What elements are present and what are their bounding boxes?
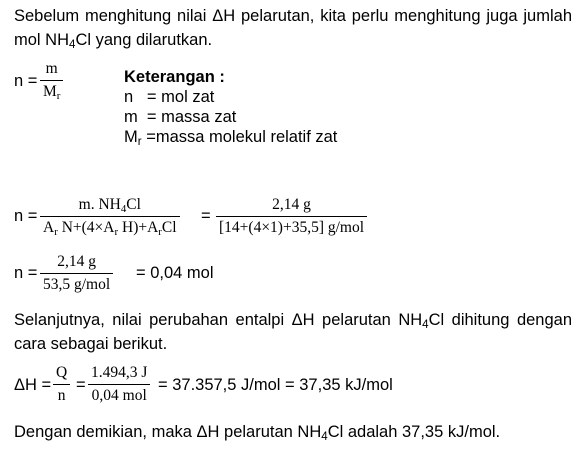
formula3-result: = 0,04 mol	[136, 264, 214, 282]
formula2-numerator2: 2,14 g	[272, 196, 311, 213]
num-text: Cl	[126, 196, 141, 213]
keterangan-n: n = mol zat	[124, 88, 215, 106]
formula2-fraction1	[40, 196, 180, 237]
para2	[14, 308, 572, 356]
intro-text: mol NH	[14, 31, 70, 49]
keterangan-m: m = massa zat	[124, 108, 237, 126]
subscript: r	[114, 226, 119, 238]
formula4-numerator1: Q	[56, 364, 68, 381]
formula3-numerator: 2,14 g	[57, 253, 96, 270]
intro-line-1: Sebelum menghitung nilai ΔH pelarutan, kita perlu menghitung juga jumlah	[14, 7, 572, 25]
formula4-numerator2: 1.494,3 J	[91, 364, 148, 381]
formula4-result: = 37.357,5 J/mol = 37,35 kJ/mol	[158, 376, 393, 394]
para2-line-1	[14, 308, 572, 332]
subscript: 4	[69, 39, 76, 51]
formula4-fraction1	[53, 364, 70, 405]
den-text: M	[43, 83, 57, 100]
subscript: 4	[321, 431, 328, 443]
subscript: 4	[422, 319, 429, 331]
formula4-fraction2	[88, 364, 150, 405]
formula4-denominator2: 0,04 mol	[91, 387, 147, 404]
subscript: r	[56, 90, 61, 102]
formula2-denominator2: [14+(4×1)+35,5] g/mol	[219, 219, 365, 236]
conclusion-text: Dengan demikian, maka ΔH pelarutan NH	[14, 423, 322, 441]
mr-text: M	[124, 128, 138, 146]
den-text: A	[43, 219, 55, 236]
formula4-lhs: ΔH =	[14, 376, 52, 394]
formula2-fraction2	[216, 196, 367, 237]
para2-text: Cl dihitung dengan	[428, 311, 572, 329]
formula1-fraction	[40, 60, 63, 101]
formula2-equals: =	[201, 207, 211, 225]
subscript: r	[54, 226, 58, 238]
den-text: H)+A	[118, 219, 159, 236]
keterangan-block	[124, 67, 337, 147]
num-text: m. NH	[78, 196, 121, 213]
formula3-fraction	[40, 253, 113, 294]
formula1-denominator	[40, 81, 63, 101]
subscript: r	[158, 226, 162, 238]
formula4-equals: =	[76, 376, 86, 394]
para2-line-2: cara sebagai berikut.	[14, 335, 168, 353]
keterangan-mr	[124, 127, 337, 147]
mr-desc: =massa molekul relatif zat	[141, 128, 338, 146]
formula1-lhs: n =	[14, 72, 38, 90]
formula2-lhs: n =	[14, 207, 38, 225]
subscript: r	[137, 136, 142, 148]
intro-line-2	[14, 28, 572, 52]
keterangan-title: Keterangan :	[124, 68, 225, 86]
conclusion-text: Cl adalah 37,35 kJ/mol.	[327, 423, 501, 441]
formula4-denominator1: n	[57, 387, 66, 404]
formula1-numerator: m	[45, 60, 58, 77]
den-text: N+(4×A	[57, 219, 115, 236]
formula3-lhs: n =	[14, 264, 38, 282]
formula2-denominator1	[40, 217, 180, 237]
den-text: Cl	[161, 219, 177, 236]
conclusion	[14, 423, 500, 442]
intro-text: Cl yang dilarutkan.	[75, 31, 213, 49]
subscript: 4	[120, 203, 127, 215]
para2-text: Selanjutnya, nilai perubahan entalpi ΔH pelarutan NH	[14, 311, 423, 329]
formula3-denominator: 53,5 g/mol	[43, 276, 111, 293]
intro-paragraph	[14, 4, 572, 52]
formula2-numerator1	[76, 196, 144, 216]
